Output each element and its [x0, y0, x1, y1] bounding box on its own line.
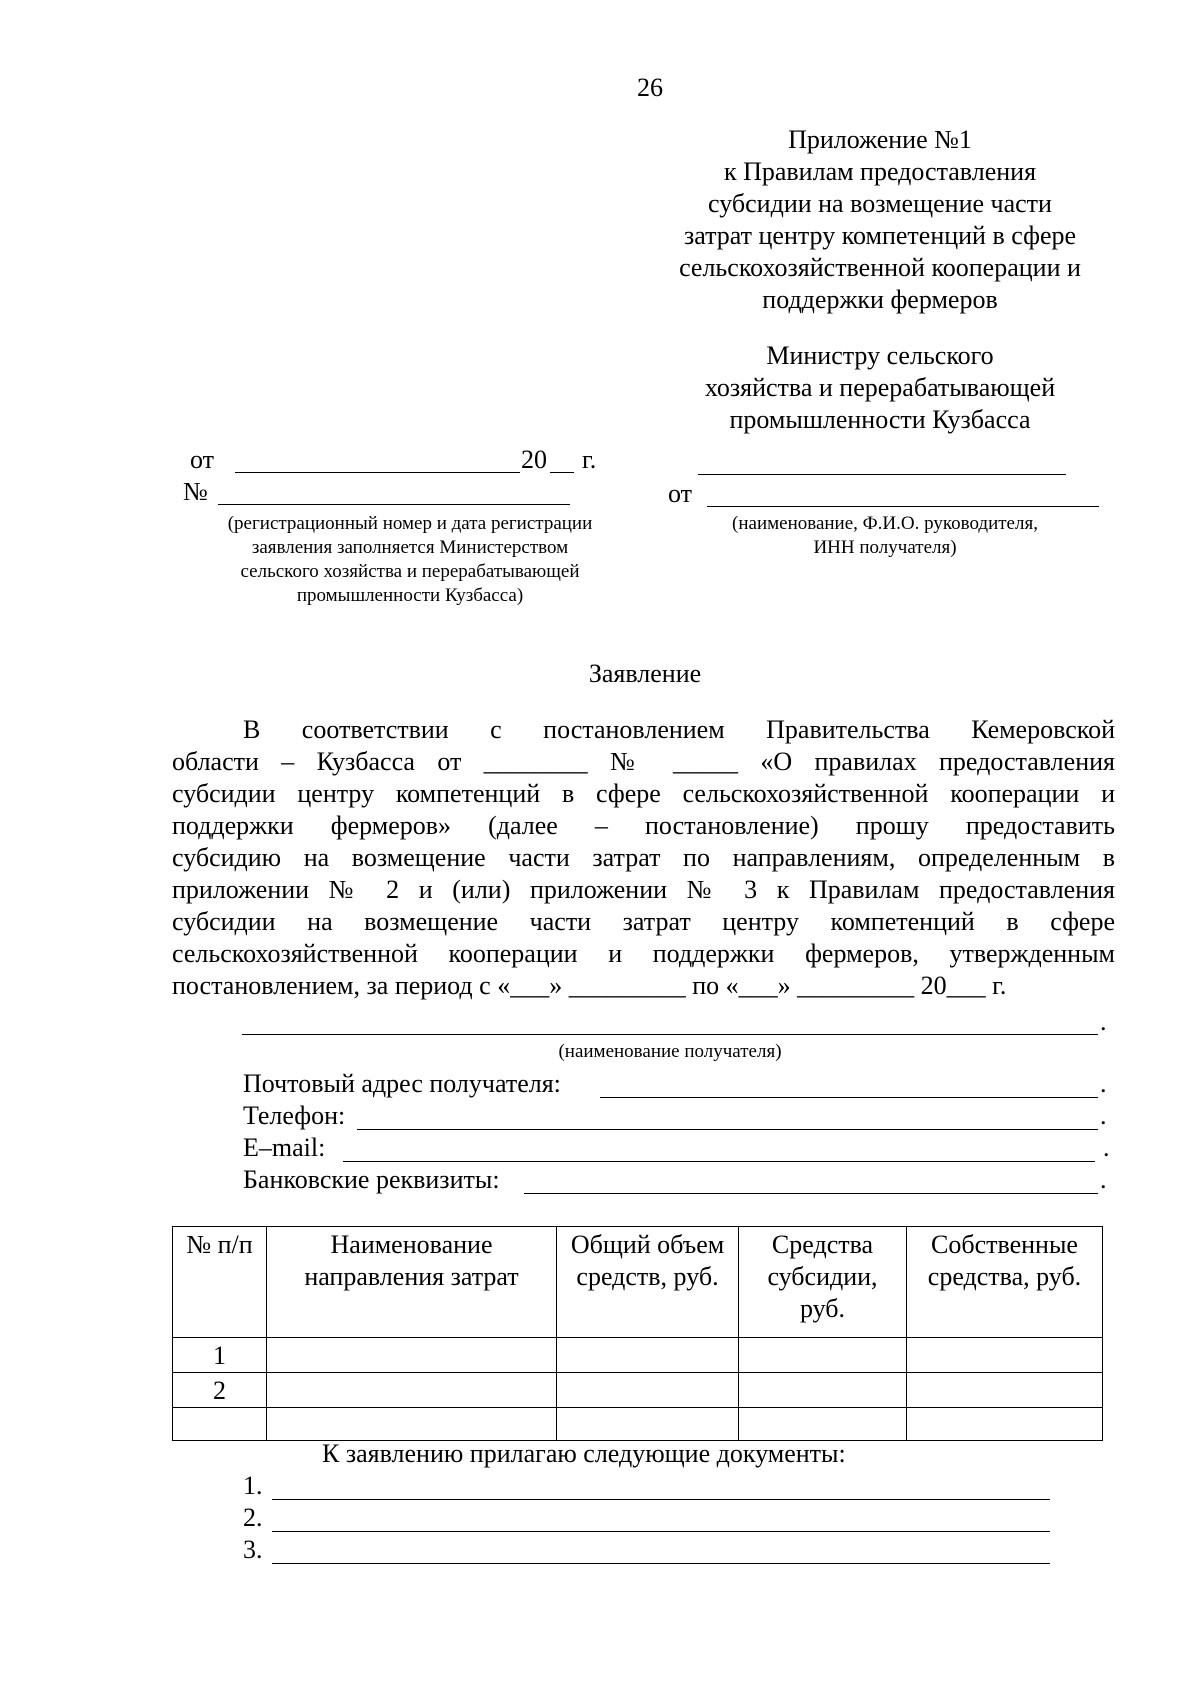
attachments-intro: К заявлению прилагаю следующие документы: [322, 1439, 846, 1468]
table-cell [173, 1408, 267, 1441]
table-cell [267, 1338, 557, 1373]
document-heading: Заявление [588, 659, 702, 688]
registration-from-label: от [190, 445, 215, 474]
appendix-line: сельскохозяйственной кооперации и [679, 253, 1081, 282]
table-cell [739, 1408, 907, 1441]
appendix-line: субсидии на возмещение части [708, 189, 1052, 218]
body-line: субсидии на возмещение части затрат центру компетенций в сфере [172, 907, 1115, 936]
table-cell: 1 [173, 1338, 267, 1373]
attachment-item-number: 2. [243, 1503, 263, 1532]
body-line: поддержки фермеров» (далее – постановление) прошу предоставить [172, 811, 1115, 840]
attachment-item-line [272, 1499, 1050, 1500]
table-cell [907, 1408, 1103, 1441]
appendix-title: Приложение №1 [788, 125, 972, 154]
table-header-own-funds: Собственные средства, руб. [907, 1227, 1103, 1338]
table-header-direction: Наименование направления затрат [267, 1227, 557, 1338]
registration-note: сельского хозяйства и перерабатывающей [240, 561, 580, 582]
table-cell [907, 1338, 1103, 1373]
table-cell [557, 1373, 739, 1408]
postal-address-line [600, 1097, 1098, 1098]
attachment-item-line [272, 1531, 1050, 1532]
body-line: В соответствии с постановлением Правительства Кемеровской [243, 715, 1115, 744]
bank-details-label: Банковские реквизиты: [243, 1165, 500, 1194]
table-header-total: Общий объем средств, руб. [557, 1227, 739, 1338]
table-row [173, 1373, 1103, 1408]
email-label: E–mail: [243, 1133, 326, 1162]
attachment-item-line [272, 1563, 1050, 1564]
registration-note: (регистрационный номер и дата регистрации [227, 513, 593, 534]
page-number: 26 [637, 73, 663, 102]
table-cell [557, 1338, 739, 1373]
registration-note: заявления заполняется Министерством [251, 537, 569, 558]
addressee-line: промышленности Кузбасса [729, 405, 1031, 434]
body-line: субсидии центру компетенций в сфере сельскохозяйственной кооперации и [172, 779, 1115, 808]
attachment-item-number: 1. [243, 1471, 263, 1500]
addressee-line: Министру сельского [766, 341, 994, 370]
table-row [173, 1338, 1103, 1373]
registration-year-prefix: 20 [521, 445, 547, 474]
phone-label: Телефон: [243, 1101, 346, 1130]
body-line: области – Кузбасса от ________ № _____ «О правилах предоставления [172, 747, 1115, 776]
sender-note: ИНН получателя) [813, 537, 957, 558]
sender-from-label: от [668, 479, 693, 508]
table-cell [267, 1408, 557, 1441]
registration-year-line [550, 472, 574, 473]
table-header-number: № п/п [173, 1227, 267, 1338]
sender-line [707, 506, 1099, 507]
sender-note: (наименование, Ф.И.О. руководителя, [732, 513, 1038, 534]
bank-details-line [524, 1193, 1098, 1194]
appendix-line: затрат центру компетенций в сфере [683, 221, 1077, 250]
table-cell [907, 1373, 1103, 1408]
period-line: постановлением, за период с «___» _________ по «___» _________ 20___ г. [172, 971, 1007, 1000]
cost-table [172, 1226, 1103, 1441]
table-cell [557, 1408, 739, 1441]
addressee-line: хозяйства и перерабатывающей [704, 373, 1056, 402]
registration-date-line [235, 472, 520, 473]
body-line: сельскохозяйственной кооперации и поддержки фермеров, утвержденным [172, 939, 1115, 968]
sender-line-top [698, 474, 1066, 475]
registration-number-line [218, 504, 570, 505]
phone-line [357, 1129, 1098, 1130]
table-cell [739, 1338, 907, 1373]
recipient-caption: (наименование получателя) [558, 1041, 782, 1062]
attachment-item-number: 3. [243, 1535, 263, 1564]
registration-year-suffix: г. [582, 445, 597, 474]
appendix-line: поддержки фермеров [762, 285, 998, 314]
table-cell [267, 1373, 557, 1408]
table-cell [739, 1373, 907, 1408]
table-cell: 2 [173, 1373, 267, 1408]
recipient-name-line [242, 1034, 1098, 1035]
table-header-subsidy: Средства субсидии, руб. [739, 1227, 907, 1338]
email-line [343, 1161, 1095, 1162]
appendix-line: к Правилам предоставления [723, 157, 1037, 186]
registration-note: промышленности Кузбасса) [296, 585, 524, 606]
postal-address-label: Почтовый адрес получателя: [243, 1069, 561, 1098]
body-line: приложении № 2 и (или) приложении № 3 к Правилам предоставления [172, 875, 1115, 904]
registration-number-label: № [183, 477, 208, 506]
body-line: субсидию на возмещение части затрат по направлениям, определенным в [172, 843, 1115, 872]
table-row [173, 1408, 1103, 1441]
